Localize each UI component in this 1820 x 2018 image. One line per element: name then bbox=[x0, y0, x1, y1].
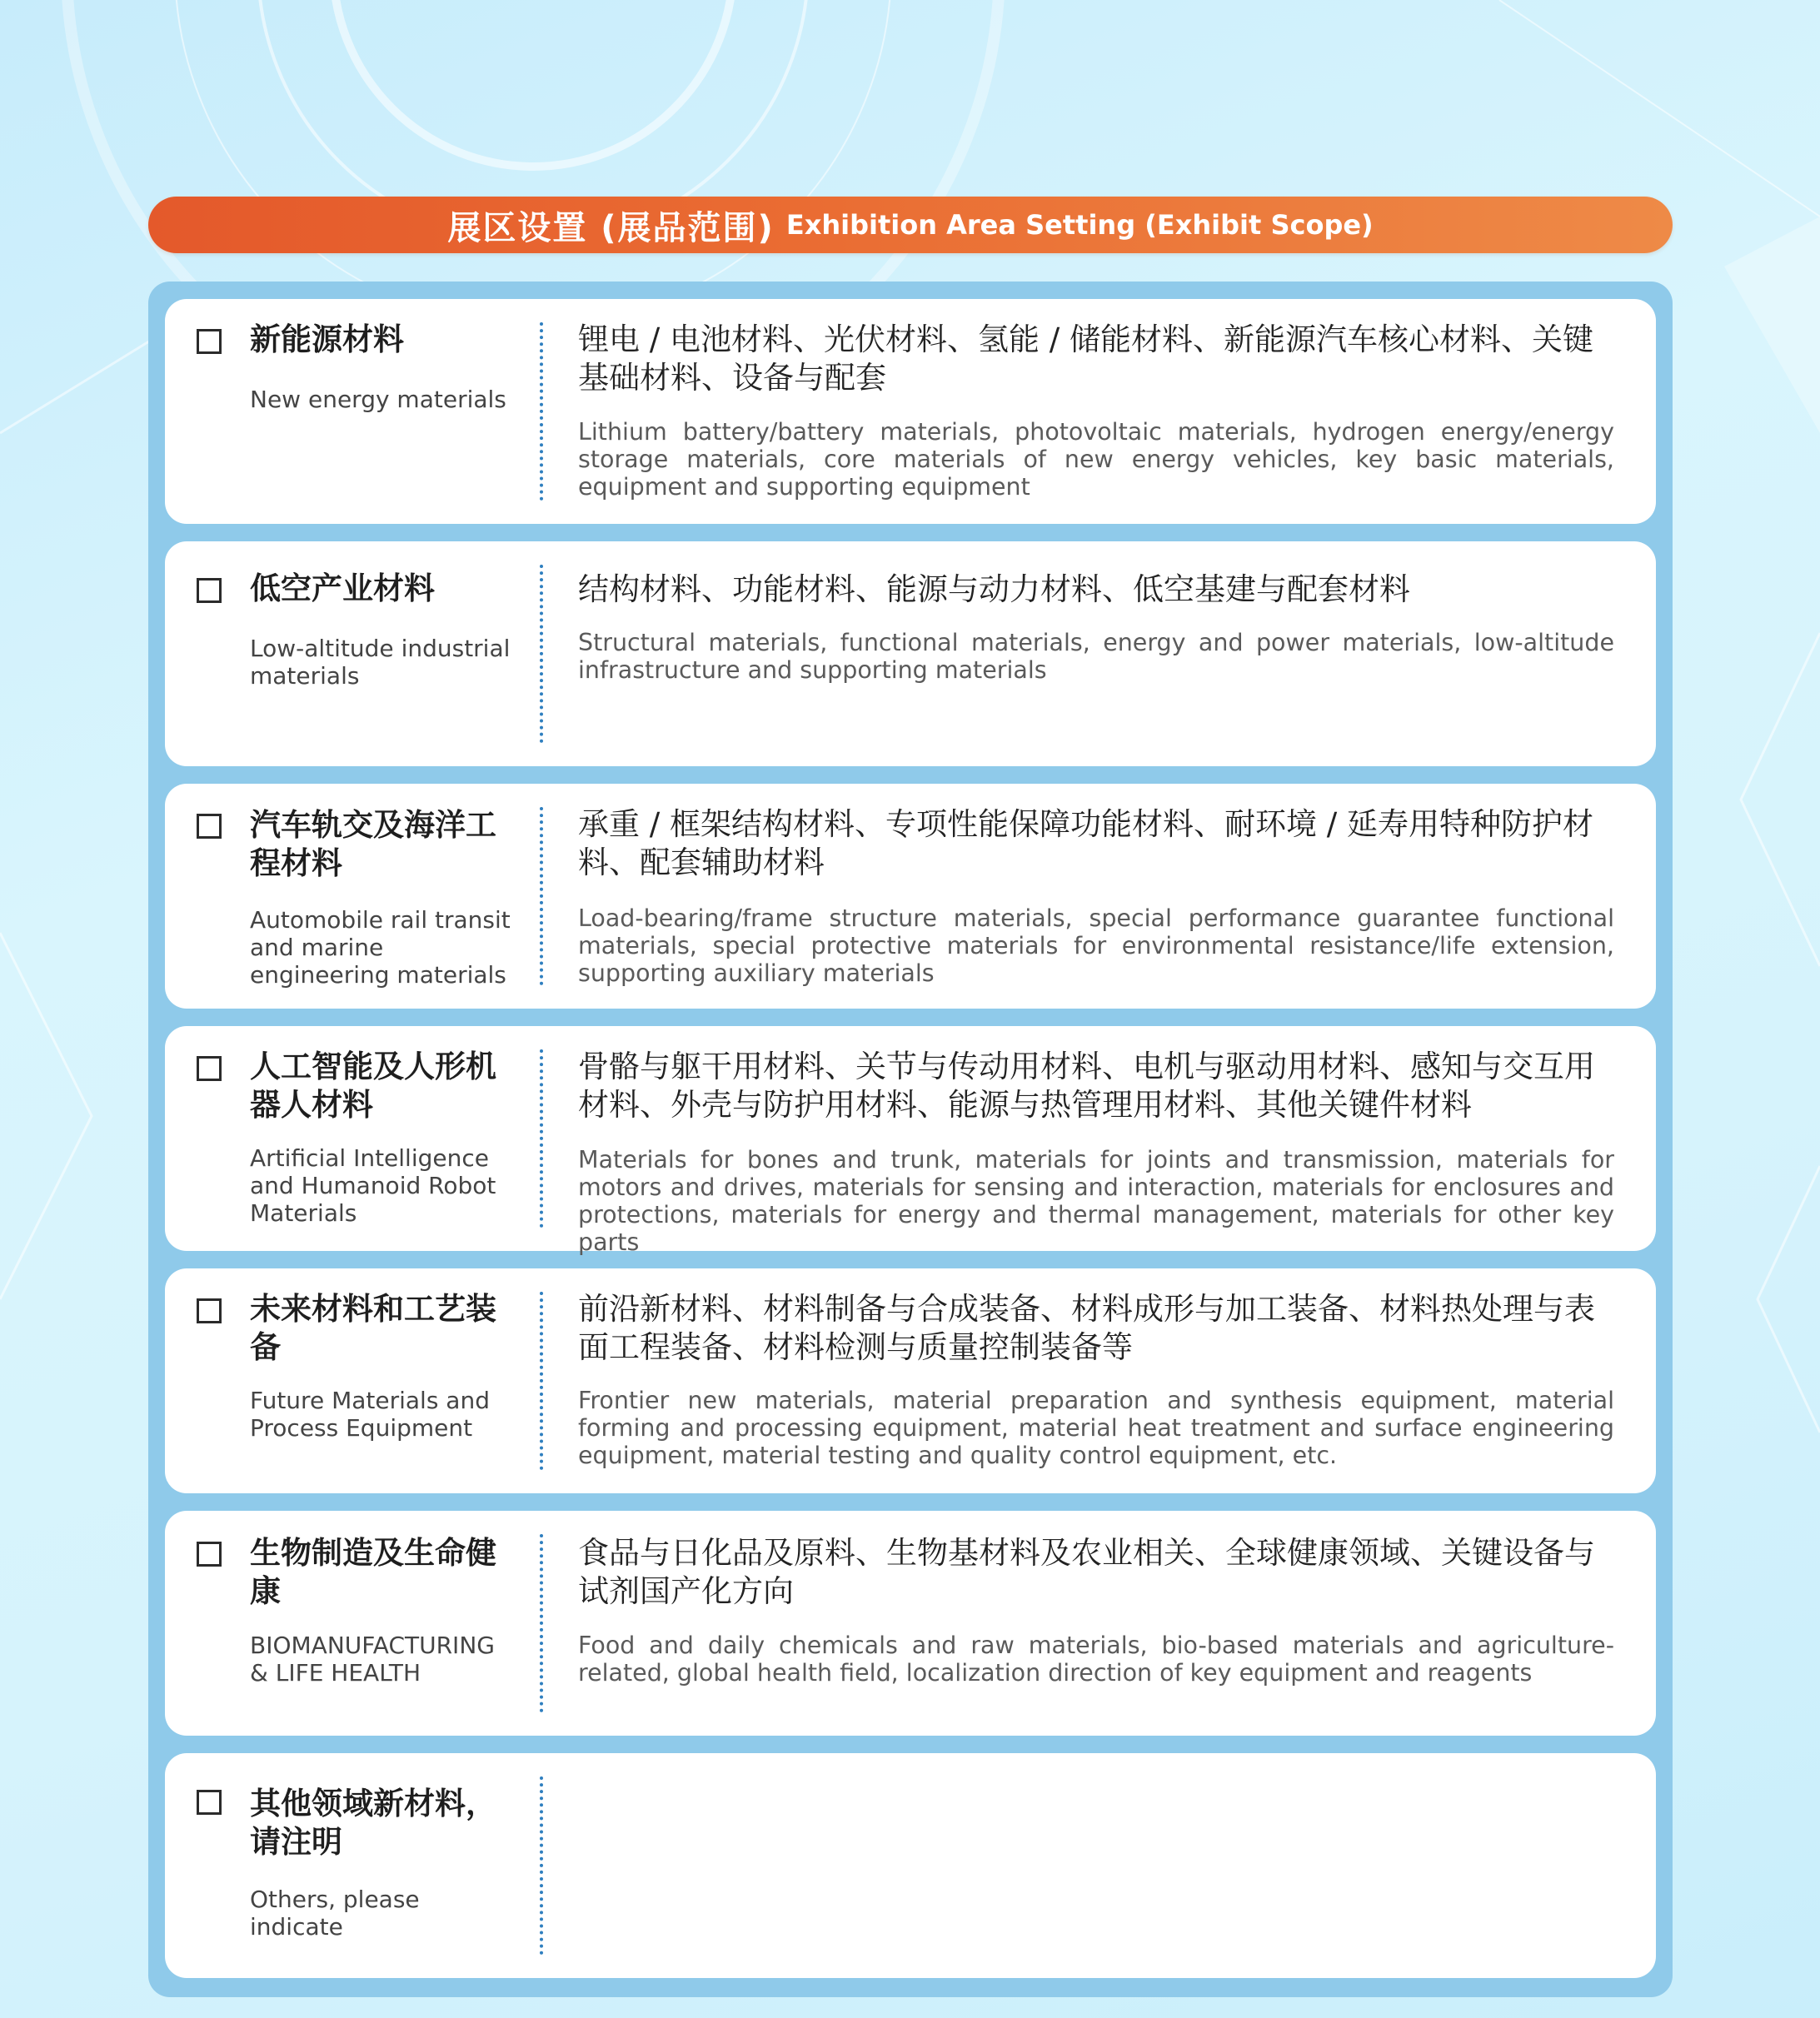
area-checkbox[interactable] bbox=[197, 1790, 222, 1815]
area-card-future-materials bbox=[165, 1268, 1656, 1493]
area-scope-cn: 承重 / 框架结构材料、专项性能保障功能材料、耐环境 / 延寿用特种防护材料、配套辅助材料 bbox=[578, 806, 1593, 880]
area-title-cn: 低空产业材料 bbox=[250, 571, 435, 606]
dotted-divider bbox=[540, 322, 543, 501]
area-card-new-energy bbox=[165, 299, 1656, 524]
area-title-cn: 其他领域新材料，请注明 bbox=[250, 1786, 496, 1860]
area-checkbox[interactable] bbox=[197, 578, 222, 603]
area-title-cn: 新能源材料 bbox=[250, 321, 404, 357]
area-scope-en: Load-bearing/frame structure materials, special performance guarantee functional materials, special protective materials for environmental resistance/life extension, supporting auxiliary materials bbox=[578, 904, 1614, 987]
area-scope-cn: 结构材料、功能材料、能源与动力材料、低空基建与配套材料 bbox=[578, 571, 1410, 607]
area-title-en: Low-altitude industrial materials bbox=[250, 635, 511, 690]
area-title-en: Automobile rail transit and marine engineering materials bbox=[250, 906, 511, 989]
area-scope-cn: 锂电 / 电池材料、光伏材料、氢能 / 储能材料、新能源汽车核心材料、关键基础材料、设备与配套 bbox=[578, 321, 1593, 396]
dotted-divider bbox=[540, 1292, 543, 1470]
area-checkbox[interactable] bbox=[197, 329, 222, 354]
section-header-banner bbox=[148, 197, 1673, 253]
area-scope-en: Materials for bones and trunk, materials for joints and transmission, materials for motors and drives, materials for sensing and interaction, materials for enclosures and protections, materials for energy and thermal management, materials for other key parts bbox=[578, 1146, 1614, 1256]
area-checkbox[interactable] bbox=[197, 1056, 222, 1081]
area-card-biomanufacturing bbox=[165, 1511, 1656, 1736]
area-scope-en: Food and daily chemicals and raw materials, bio-based materials and agriculture-related, global health field, localization direction of key equipment and reagents bbox=[578, 1632, 1614, 1687]
area-checkbox[interactable] bbox=[197, 1298, 222, 1323]
area-scope-input[interactable] bbox=[578, 1778, 1614, 1945]
area-title-en: Future Materials and Process Equipment bbox=[250, 1387, 490, 1442]
area-checkbox[interactable] bbox=[197, 1542, 222, 1567]
area-scope-cn: 骨骼与躯干用材料、关节与传动用材料、电机与驱动用材料、感知与交互用材料、外壳与防护用材料、能源与热管理用材料、其他关键件材料 bbox=[578, 1049, 1595, 1123]
area-card-ai-robot bbox=[165, 1026, 1656, 1256]
area-scope-en: Structural materials, functional materials, energy and power materials, low-altitude infrastructure and supporting materials bbox=[578, 629, 1614, 684]
area-checkbox[interactable] bbox=[197, 814, 222, 839]
area-title-cn: 汽车轨交及海洋工程材料 bbox=[250, 807, 496, 881]
area-scope-en: Lithium battery/battery materials, photovoltaic materials, hydrogen energy/energy storage materials, core materials of new energy vehicles, key basic materials, equipment and supporting equipment bbox=[578, 418, 1614, 501]
area-scope-cn: 前沿新材料、材料制备与合成装备、材料成形与加工装备、材料热处理与表面工程装备、材料检测与质量控制装备等 bbox=[578, 1291, 1595, 1365]
section-title-en: Exhibition Area Setting (Exhibit Scope) bbox=[785, 209, 1374, 241]
area-scope-en: Frontier new materials, material preparation and synthesis equipment, material forming and processing equipment, material heat treatment and surface engineering equipment, material testing and quality control equipment, etc. bbox=[578, 1387, 1614, 1469]
dotted-divider bbox=[540, 1049, 543, 1228]
dotted-divider bbox=[540, 565, 543, 743]
area-title-cn: 生物制造及生命健康 bbox=[250, 1535, 496, 1609]
area-card-automobile-marine bbox=[165, 784, 1656, 1009]
area-scope-cn: 食品与日化品及原料、生物基材料及农业相关、全球健康领域、关键设备与试剂国产化方向 bbox=[578, 1535, 1595, 1609]
dotted-divider bbox=[540, 807, 543, 985]
section-title-cn: 展区设置 (展品范围) bbox=[447, 208, 775, 247]
dotted-divider bbox=[540, 1776, 543, 1955]
area-card-others bbox=[165, 1753, 1656, 1978]
area-title-cn: 人工智能及人形机器人材料 bbox=[250, 1049, 496, 1123]
area-title-cn: 未来材料和工艺装备 bbox=[250, 1291, 496, 1365]
dotted-divider bbox=[540, 1534, 543, 1712]
area-title-en: Others, please indicate bbox=[250, 1886, 420, 1941]
area-title-en: Artificial Intelligence and Humanoid Robot Materials bbox=[250, 1144, 496, 1227]
area-title-en: New energy materials bbox=[250, 386, 506, 413]
area-title-en: BIOMANUFACTURING & LIFE HEALTH bbox=[250, 1632, 495, 1687]
area-card-low-altitude bbox=[165, 541, 1656, 766]
